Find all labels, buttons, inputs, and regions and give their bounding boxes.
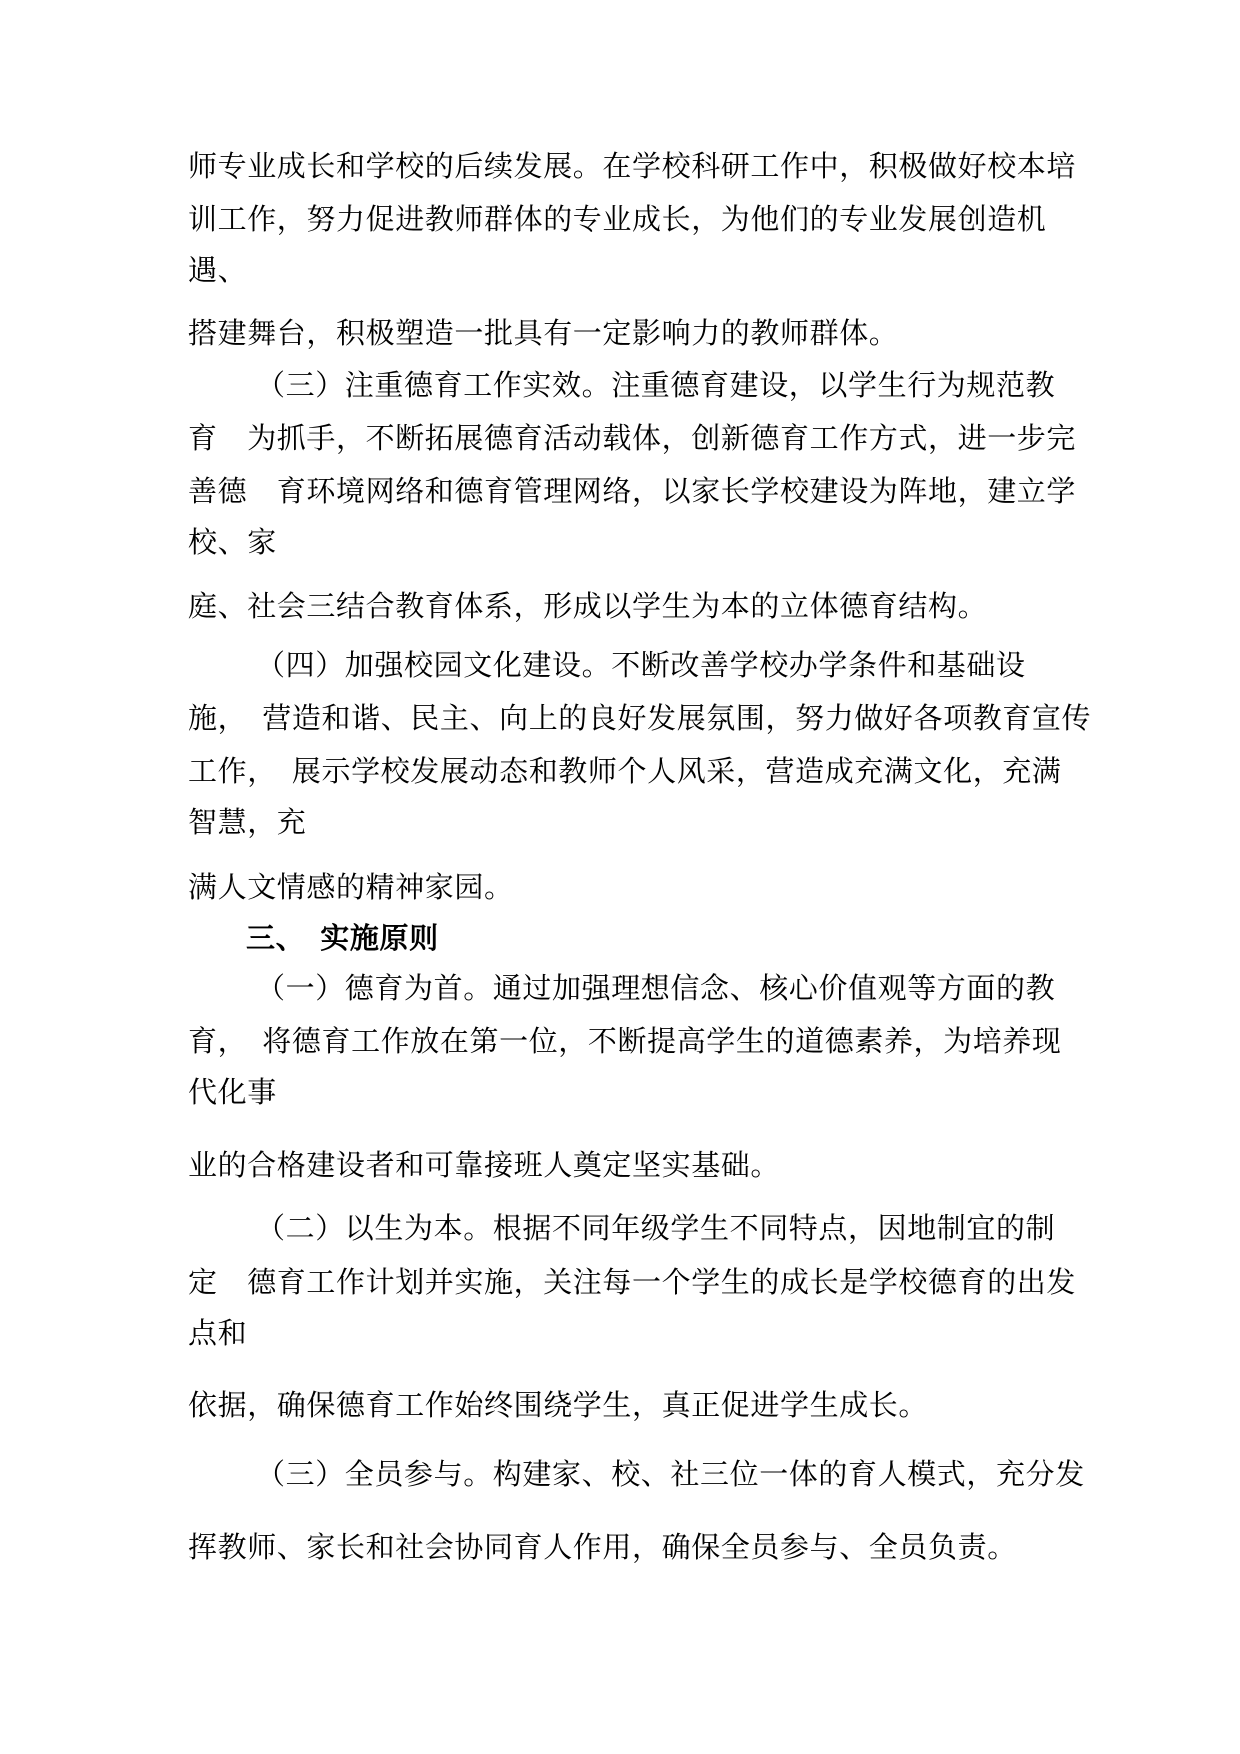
text-line: 代化事: [188, 1075, 277, 1109]
text-line: 训工作，努力促进教师群体的专业成长，为他们的专业发展创造机: [188, 202, 1047, 236]
paragraph-start-line: （三）注重德育工作实效。注重德育建设，以学生行为规范教: [256, 368, 1056, 402]
text-line: 工作， 展示学校发展动态和教师个人风采，营造成充满文化，充满: [188, 754, 1062, 788]
text-line: 依据，确保德育工作始终围绕学生，真正促进学生成长。: [188, 1388, 929, 1422]
text-line: 施， 营造和谐、民主、向上的良好发展氛围，努力做好各项教育宣传: [188, 701, 1092, 735]
paragraph-start-line: （三）全员参与。构建家、校、社三位一体的育人模式，充分发: [256, 1457, 1085, 1491]
text-line: 师专业成长和学校的后续发展。在学校科研工作中，积极做好校本培: [188, 149, 1077, 183]
paragraph-start-line: （四）加强校园文化建设。不断改善学校办学条件和基础设: [256, 648, 1026, 682]
text-line: 搭建舞台，积极塑造一批具有一定影响力的教师群体。: [188, 316, 899, 350]
text-line: 育， 将德育工作放在第一位，不断提高学生的道德素养，为培养现: [188, 1024, 1062, 1058]
text-line: 满人文情感的精神家园。: [188, 870, 514, 904]
text-line: 育 为抓手，不断拓展德育活动载体，创新德育工作方式，进一步完: [188, 421, 1077, 455]
text-line: 遇、: [188, 253, 248, 287]
text-line: 庭、社会三结合教育体系，形成以学生为本的立体德育结构。: [188, 589, 988, 623]
text-line: 智慧，充: [188, 805, 307, 839]
paragraph-start-line: （二）以生为本。根据不同年级学生不同特点，因地制宜的制: [256, 1211, 1056, 1245]
text-line: 点和: [188, 1316, 248, 1350]
text-line: 业的合格建设者和可靠接班人奠定坚实基础。: [188, 1148, 781, 1182]
text-line: 定 德育工作计划并实施，关注每一个学生的成长是学校德育的出发: [188, 1265, 1077, 1299]
text-line: 挥教师、家长和社会协同育人作用，确保全员参与、全员负责。: [188, 1530, 1017, 1564]
section-heading: 三、 实施原则: [246, 921, 439, 955]
text-line: 校、家: [188, 525, 277, 559]
paragraph-start-line: （一）德育为首。通过加强理想信念、核心价值观等方面的教: [256, 971, 1056, 1005]
text-line: 善德 育环境网络和德育管理网络，以家长学校建设为阵地，建立学: [188, 474, 1077, 508]
